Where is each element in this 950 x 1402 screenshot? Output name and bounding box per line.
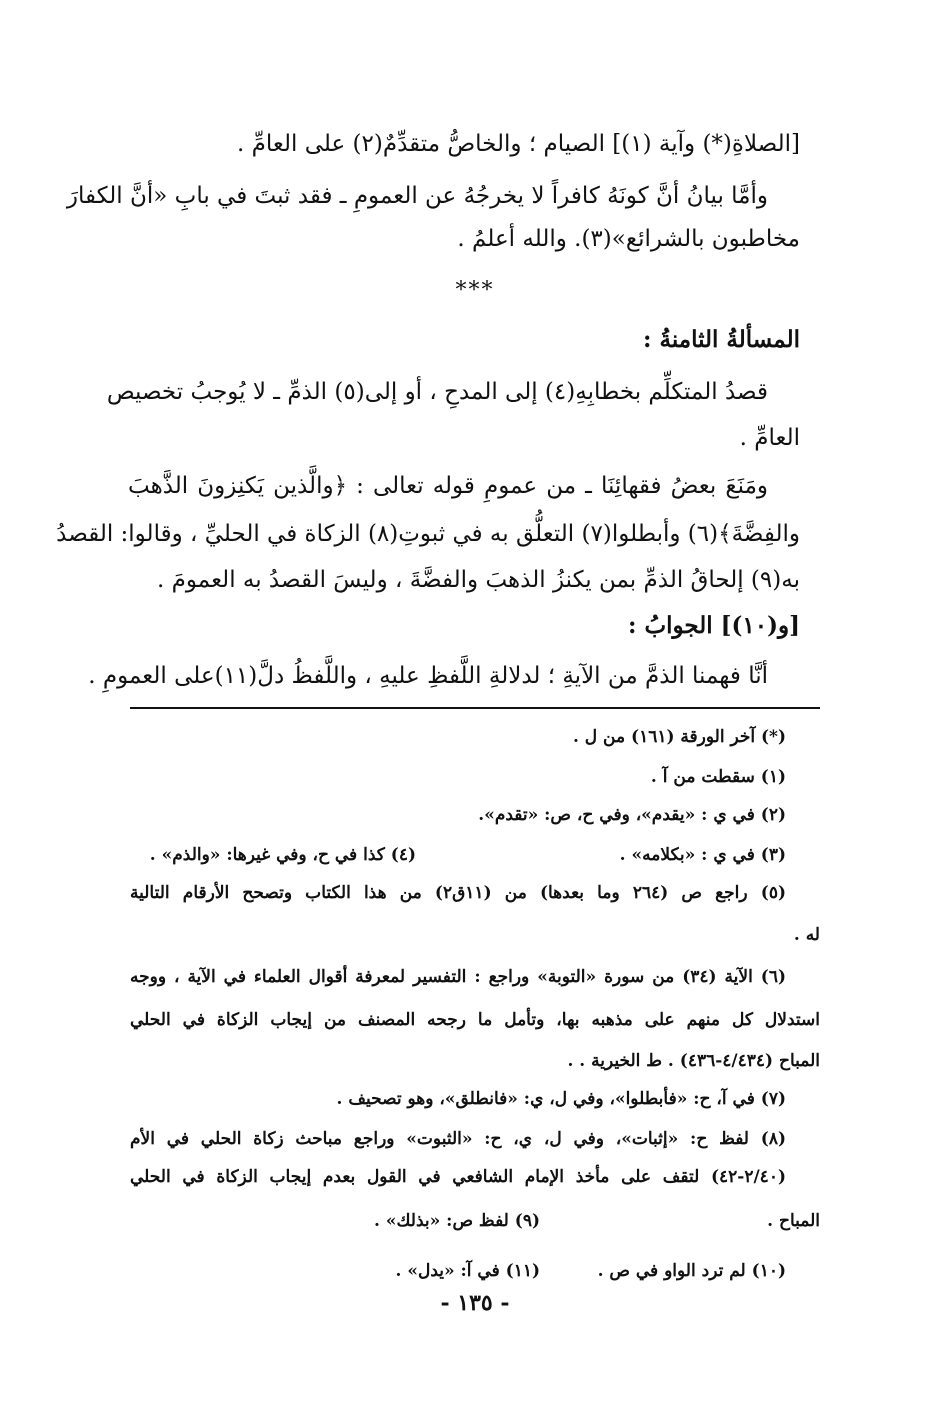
footnote-8-line-3: المباح . bbox=[767, 1211, 820, 1231]
footnote-row-3-4 bbox=[130, 840, 786, 870]
footnote-8-line-2: (٢/٤٠-٤٢) لتقف على مأخذ الإمام الشافعي في القول بعدم إيجاب الزكاة في الحلي bbox=[130, 1167, 786, 1187]
footnote-8-line-1: (٨) لفظ ح: «إثبات»، وفي ل، ي، ح: «الثبوت» وراجع مباحث زكاة الحلي في الأم bbox=[130, 1129, 786, 1149]
body-line-2: وأمَّا بيانُ أنَّ كونَهُ كافراً لا يخرجُهُ عن العمومِ ـ فقد ثبتَ في بابِ «أنَّ الكفارَ bbox=[66, 183, 768, 209]
body-line-6: ومَنَعَ بعضُ فقهائِنَا ـ من عمومِ قوله تعالى : ﴿والَّذين يَكنِزونَ الذَّهبَ bbox=[128, 473, 768, 499]
body-line-1: [الصلاةِ(*) وآية (١)] الصيام ؛ والخاصُّ متقدِّمٌ(٢) على العامِّ . bbox=[237, 131, 800, 157]
footnote-row-8-9 bbox=[130, 1206, 820, 1236]
page-number: - ١٣٥ - bbox=[440, 1290, 510, 1316]
section-divider: *** bbox=[455, 278, 495, 303]
footnote-5-line-1: (٥) راجع ص (٢٦٤ وما بعدها) من (١١ق٢) من هذا الكتاب وتصحح الأرقام التالية bbox=[130, 883, 786, 903]
footnote-7: (٧) في آ، ح: «فأبطلوا»، وفي ل، ي: «فانطلق»، وهو تصحيف . bbox=[336, 1089, 786, 1109]
footnote-6-line-2: استدلال كل منهم على مذهبه بها، وتأمل ما رجحه المصنف من إيجاب الزكاة في الحلي bbox=[130, 1010, 820, 1030]
footnote-6-line-1: (٦) الآية (٣٤) من سورة «التوبة» وراجع : التفسير لمعرفة أقوال العلماء في الآية ، ووجه bbox=[130, 967, 786, 987]
body-line-3: مخاطبون بالشرائع»(٣). والله أعلمُ . bbox=[457, 226, 800, 252]
body-line-7: والفِضَّةَ﴾(٦) وأبطلوا(٧) التعلُّق به في ثبوتِ(٨) الزكاة في الحليِّ ، وقالوا: القصدُ bbox=[56, 521, 800, 547]
footnote-star: (*) آخر الورقة (١٦١) من ل . bbox=[572, 727, 786, 747]
body-line-10: أنَّا فهمنا الذمَّ من الآيةِ ؛ لدلالةِ اللَّفظِ عليهِ ، واللَّفظُ دلَّ(١١)على العمومِ . bbox=[88, 663, 768, 689]
footnote-6-line-3: المباح (٤/٤٣٤-٤٣٦) . ط الخيرية . . bbox=[567, 1051, 820, 1071]
footnote-4: (٤) كذا في ح، وفي غيرها: «والذم» . bbox=[149, 845, 416, 865]
body-line-5: العامِّ . bbox=[739, 425, 800, 451]
footnote-3: (٣) في ي : «بكلامه» . bbox=[619, 845, 786, 865]
footnote-2: (٢) في ي : «يقدم»، وفي ح، ص: «تقدم». bbox=[478, 805, 786, 825]
footnote-9: (٩) لفظ ص: «بذلك» . bbox=[374, 1211, 540, 1231]
section-heading: المسألةُ الثامنةُ : bbox=[642, 326, 800, 353]
footnote-row-10-11 bbox=[130, 1256, 786, 1286]
footnote-11: (١١) في آ: «يدل» . bbox=[395, 1261, 540, 1281]
footnote-10: (١٠) لم ترد الواو في ص . bbox=[597, 1261, 786, 1281]
body-line-4: قصدُ المتكلِّم بخطابِهِ(٤) إلى المدحِ ، أو إلى(٥) الذمِّ ـ لا يُوجبُ تخصيص bbox=[106, 379, 768, 405]
footnote-1: (١) سقطت من آ . bbox=[650, 767, 786, 787]
footnote-separator bbox=[130, 707, 820, 709]
footnote-5-line-2: له . bbox=[793, 925, 820, 945]
body-line-8: به(٩) إلحاقُ الذمِّ بمن يكنزُ الذهبَ والفضَّةَ ، وليسَ القصدُ به العمومَ . bbox=[157, 567, 800, 593]
answer-heading: [و(١٠)] الجوابُ : bbox=[627, 612, 800, 639]
